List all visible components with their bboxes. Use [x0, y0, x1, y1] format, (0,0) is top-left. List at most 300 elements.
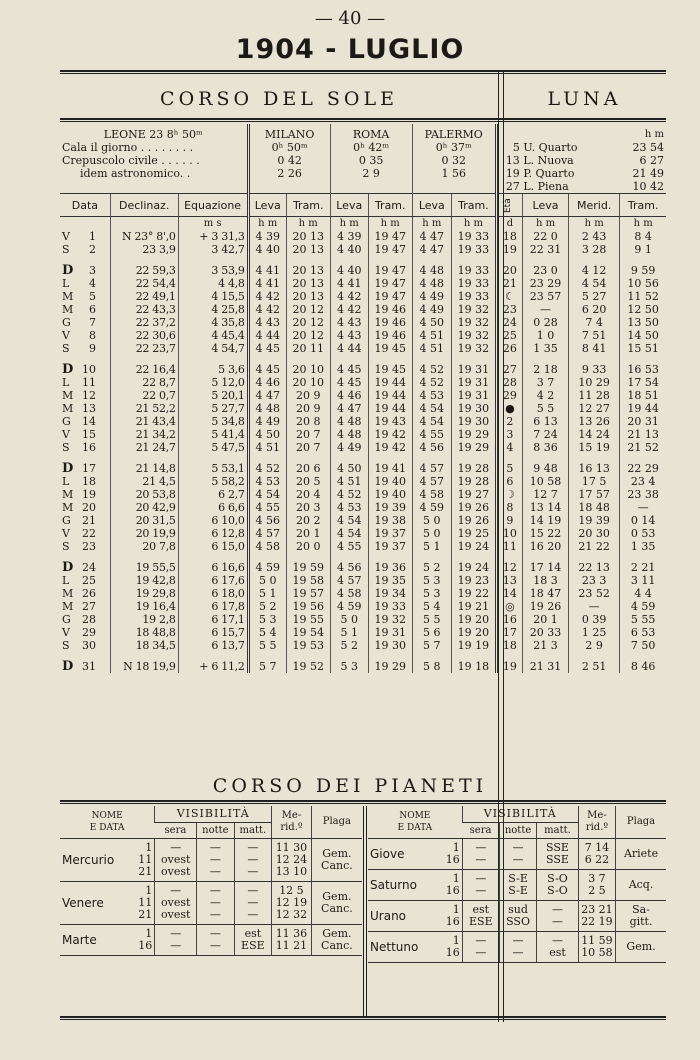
planet-dates: 1 — [145, 885, 153, 897]
day-cell — [60, 264, 110, 277]
milano-transit: 20 7 — [286, 441, 330, 454]
moon-age: 4 — [496, 441, 522, 454]
day-number: 29 — [82, 626, 96, 639]
palermo-transit: 19 20 — [451, 626, 496, 639]
planet-name: Marte — [62, 933, 97, 947]
milano-transit: 20 9 — [286, 402, 330, 415]
day-number: 7 — [89, 316, 96, 329]
planet-name: Nettuno — [370, 940, 419, 954]
planet-dates: 16 — [445, 884, 460, 897]
moon-rise: 16 20 — [523, 540, 569, 553]
palermo-transit: 19 20 — [451, 613, 496, 626]
moon-age: 5 — [496, 462, 522, 475]
astronomical-twilight-value: 2 26 — [248, 167, 330, 180]
milano-rise: 4 57 — [248, 527, 286, 540]
day-row — [60, 600, 666, 613]
planet-plaga: Gem. — [626, 940, 656, 953]
moon-transit: 8 4 — [620, 230, 666, 243]
weekday: L — [62, 574, 70, 587]
roma-rise: 4 53 — [330, 501, 368, 514]
roma-transit: 19 41 — [368, 462, 412, 475]
palermo-transit: 19 25 — [451, 527, 496, 540]
roma-rise: 4 40 — [330, 243, 368, 256]
day-cell — [60, 243, 110, 256]
palermo-transit: 19 30 — [451, 402, 496, 415]
day-cell — [60, 639, 110, 652]
planet-name: Urano — [370, 909, 407, 923]
planet-row — [368, 932, 666, 963]
planet-merid: 11 21 — [275, 939, 308, 952]
milano-transit: 19 52 — [286, 660, 330, 673]
col-head: Declinaz. — [110, 194, 178, 217]
moon-transit: 7 50 — [620, 639, 666, 652]
moon-age: 18 — [496, 230, 522, 243]
roma-transit: 19 42 — [368, 441, 412, 454]
planet-sera — [155, 839, 197, 882]
page-number: — 40 — — [314, 8, 386, 29]
planet-matt: — — [247, 853, 259, 866]
moon-transit: 23 4 — [620, 475, 666, 488]
declination: N 23° 8',0 — [110, 230, 178, 243]
planet-notte — [197, 839, 234, 882]
moon-transit: 13 50 — [620, 316, 666, 329]
day-row — [60, 527, 666, 540]
roma-rise: 4 48 — [330, 415, 368, 428]
palermo-rise: 4 49 — [412, 303, 451, 316]
planet-plaga — [311, 839, 362, 882]
roma-rise: 4 44 — [330, 342, 368, 355]
equation: + 3 31,3 — [178, 230, 248, 243]
day-cell — [60, 475, 110, 488]
planet-plaga — [616, 839, 666, 870]
planet-row — [368, 839, 666, 870]
day-row — [60, 613, 666, 626]
moon-transit: 19 44 — [620, 402, 666, 415]
day-cell — [60, 329, 110, 342]
planet-merid: 7 14 — [584, 841, 610, 854]
day-cell — [60, 574, 110, 587]
day-row — [60, 376, 666, 389]
weekday: D — [62, 264, 74, 277]
milano-rise: 4 45 — [248, 342, 286, 355]
planet-matt — [234, 882, 272, 925]
planet-plaga — [616, 901, 666, 932]
unit-label: h m — [620, 217, 666, 231]
milano-rise: 5 0 — [248, 574, 286, 587]
declination: 22 37,2 — [110, 316, 178, 329]
day-cell — [60, 441, 110, 454]
planet-sera: — — [170, 939, 182, 952]
moon-transit: 5 55 — [620, 613, 666, 626]
moon-transit: 11 52 — [620, 290, 666, 303]
equation: 5 27,7 — [178, 402, 248, 415]
palermo-transit: 19 26 — [451, 501, 496, 514]
day-cell — [60, 428, 110, 441]
nome-head — [368, 806, 462, 839]
moon-age: 12 — [496, 561, 522, 574]
moon-age: 13 — [496, 574, 522, 587]
day-number: 5 — [89, 290, 96, 303]
planet-matt: — — [247, 884, 259, 897]
equation: 6 12,8 — [178, 527, 248, 540]
planet-plaga: Canc. — [321, 859, 353, 872]
day-length-value: 0ʰ 42ᵐ — [330, 141, 412, 154]
moon-transit: 4 59 — [620, 600, 666, 613]
moon-meridian: 7 4 — [568, 316, 619, 329]
planet-notte — [499, 901, 536, 932]
moon-age: 6 — [496, 475, 522, 488]
civil-twilight-value: 0 32 — [412, 154, 496, 167]
roma-transit: 19 46 — [368, 303, 412, 316]
moon-meridian: 16 13 — [568, 462, 619, 475]
moon-rise: 6 13 — [523, 415, 569, 428]
col-head: Data — [60, 194, 110, 217]
planet-merid — [272, 882, 312, 925]
roma-transit: 19 47 — [368, 264, 412, 277]
phases-unit: h m — [496, 124, 666, 141]
moon-transit: 0 14 — [620, 514, 666, 527]
moon-meridian: 23 3 — [568, 574, 619, 587]
declination: 18 48,8 — [110, 626, 178, 639]
equation: 5 53,1 — [178, 462, 248, 475]
planet-matt: SSE — [546, 853, 569, 866]
main-body — [60, 124, 666, 673]
moon-transit: — — [620, 501, 666, 514]
milano-transit: 20 8 — [286, 415, 330, 428]
day-cell — [60, 316, 110, 329]
planet-row — [60, 882, 362, 925]
day-cell — [60, 660, 110, 673]
planet-sera — [462, 901, 499, 932]
moon-age: 23 — [496, 303, 522, 316]
plaga-head: Plaga — [616, 806, 666, 839]
milano-rise: 5 7 — [248, 660, 286, 673]
palermo-rise: 4 57 — [412, 462, 451, 475]
milano-rise: 4 59 — [248, 561, 286, 574]
equation: 5 12,0 — [178, 376, 248, 389]
day-length-value: 0ʰ 50ᵐ — [248, 141, 330, 154]
moon-meridian: 10 29 — [568, 376, 619, 389]
palermo-rise: 4 54 — [412, 415, 451, 428]
milano-transit: 20 11 — [286, 342, 330, 355]
day-cell — [60, 303, 110, 316]
moon-age: 28 — [496, 376, 522, 389]
declination: 22 0,7 — [110, 389, 178, 402]
planet-notte — [499, 932, 536, 963]
palermo-rise: 4 50 — [412, 316, 451, 329]
planet-notte — [499, 870, 536, 901]
declination: N 18 19,9 — [110, 660, 178, 673]
day-row — [60, 626, 666, 639]
palermo-transit: 19 19 — [451, 639, 496, 652]
planet-matt: S-O — [547, 872, 568, 885]
moon-rise: 12 7 — [523, 488, 569, 501]
moon-rise: 20 33 — [523, 626, 569, 639]
weekday: G — [62, 613, 71, 626]
data-label: E DATA — [397, 823, 433, 833]
weekday: V — [62, 527, 70, 540]
planets-divider — [366, 806, 367, 1016]
palermo-rise: 5 3 — [412, 574, 451, 587]
moon-age: 3 — [496, 428, 522, 441]
moon-age: 24 — [496, 316, 522, 329]
moon-phase — [496, 154, 666, 167]
moon-rise: 8 36 — [523, 441, 569, 454]
milano-transit: 19 54 — [286, 626, 330, 639]
luna-header: LUNA — [547, 88, 622, 110]
day-row — [60, 389, 666, 402]
moon-transit: 17 54 — [620, 376, 666, 389]
moon-age: 19 — [496, 660, 522, 673]
moon-age: 19 — [496, 243, 522, 256]
nome-label: NOME — [399, 811, 431, 821]
day-number: 14 — [82, 415, 96, 428]
weekday: M — [62, 389, 74, 402]
roma-transit: 19 37 — [368, 540, 412, 553]
col-head: Tram. — [286, 194, 330, 217]
planet-merid: 23 21 — [581, 903, 613, 916]
day-cell — [60, 402, 110, 415]
planet-notte: — — [512, 853, 524, 866]
milano-rise: 4 45 — [248, 363, 286, 376]
palermo-transit: 19 18 — [451, 660, 496, 673]
day-cell — [60, 600, 110, 613]
day-row — [60, 316, 666, 329]
planet-sera: — — [475, 872, 487, 885]
astronomical-twilight-value: 1 56 — [412, 167, 496, 180]
palermo-transit: 19 32 — [451, 303, 496, 316]
palermo-rise: 5 6 — [412, 626, 451, 639]
planet-matt — [537, 932, 579, 963]
equation: 4 35,8 — [178, 316, 248, 329]
planet-plaga: Sa- — [632, 903, 650, 916]
palermo-transit: 19 29 — [451, 441, 496, 454]
matt-head: matt. — [537, 823, 579, 839]
day-number: 17 — [82, 462, 96, 475]
day-cell — [60, 561, 110, 574]
planet-plaga — [616, 870, 666, 901]
plaga-head: Plaga — [311, 806, 362, 839]
milano-rise: 5 4 — [248, 626, 286, 639]
visibility-head: VISIBILITÀ — [462, 806, 578, 823]
planet-sera: ovest — [160, 896, 191, 909]
roma-transit: 19 37 — [368, 527, 412, 540]
planet-plaga: Ariete — [623, 847, 659, 860]
unit-label: d — [496, 217, 522, 231]
roma-rise: 5 3 — [330, 660, 368, 673]
planet-sera: ovest — [160, 865, 191, 878]
moon-rise: 18 3 — [523, 574, 569, 587]
planet-merid: 22 19 — [581, 915, 613, 928]
sera-head: sera — [155, 823, 197, 839]
roma-rise: 4 57 — [330, 574, 368, 587]
roma-rise: 4 48 — [330, 428, 368, 441]
declination: 19 55,5 — [110, 561, 178, 574]
moon-rise: 21 31 — [523, 660, 569, 673]
unit-label: h m — [451, 217, 496, 231]
moon-age: 20 — [496, 264, 522, 277]
palermo-rise: 4 57 — [412, 475, 451, 488]
planet-dates: 11 — [138, 853, 153, 866]
moon-meridian: — — [568, 600, 619, 613]
milano-rise: 4 48 — [248, 402, 286, 415]
roma-transit: 19 44 — [368, 402, 412, 415]
city-roma: ROMA — [330, 124, 412, 141]
equation: 6 15,0 — [178, 540, 248, 553]
roma-rise: 4 42 — [330, 303, 368, 316]
day-cell — [60, 376, 110, 389]
milano-transit: 20 7 — [286, 428, 330, 441]
day-cell — [60, 540, 110, 553]
moon-meridian: 13 26 — [568, 415, 619, 428]
palermo-rise: 5 4 — [412, 600, 451, 613]
equation: 5 20,1 — [178, 389, 248, 402]
moon-meridian: 17 5 — [568, 475, 619, 488]
moon-meridian: 7 51 — [568, 329, 619, 342]
weekday: D — [62, 561, 74, 574]
moon-meridian: 23 52 — [568, 587, 619, 600]
planet-matt: — — [247, 865, 259, 878]
planet-merid — [578, 870, 615, 901]
sera-head: sera — [462, 823, 499, 839]
leone-label: LEONE 23 8ʰ 50ᵐ — [103, 128, 203, 141]
planet-cell — [368, 901, 462, 932]
roma-rise: 4 43 — [330, 329, 368, 342]
moon-rise: 17 14 — [523, 561, 569, 574]
planet-matt: est — [244, 927, 262, 940]
milano-rise: 4 55 — [248, 501, 286, 514]
day-number: 24 — [82, 561, 96, 574]
equation: 4 15,5 — [178, 290, 248, 303]
day-number: 31 — [82, 660, 96, 673]
rule-top — [60, 70, 666, 74]
equation: 5 3,6 — [178, 363, 248, 376]
roma-transit: 19 47 — [368, 290, 412, 303]
equation: 5 34,8 — [178, 415, 248, 428]
moon-age: ◎ — [496, 600, 522, 613]
palermo-rise: 4 56 — [412, 441, 451, 454]
planet-plaga: Canc. — [321, 902, 353, 915]
page-title: 1904 - LUGLIO — [235, 34, 465, 65]
equation: + 6 11,2 — [178, 660, 248, 673]
moon-age: 8 — [496, 501, 522, 514]
day-number: 16 — [82, 441, 96, 454]
moon-rise: 0 28 — [523, 316, 569, 329]
notte-head: notte — [197, 823, 234, 839]
palermo-transit: 19 31 — [451, 376, 496, 389]
milano-rise: 4 46 — [248, 376, 286, 389]
unit-label: h m — [523, 217, 569, 231]
roma-rise: 4 54 — [330, 527, 368, 540]
day-row — [60, 264, 666, 277]
weekday: D — [62, 660, 74, 673]
roma-transit: 19 34 — [368, 587, 412, 600]
milano-rise: 4 53 — [248, 475, 286, 488]
roma-rise: 4 50 — [330, 462, 368, 475]
roma-transit: 19 39 — [368, 501, 412, 514]
planet-plaga — [311, 925, 362, 956]
declination: 22 8,7 — [110, 376, 178, 389]
roma-transit: 19 42 — [368, 428, 412, 441]
planet-notte — [197, 925, 234, 956]
moon-rise: 18 47 — [523, 587, 569, 600]
roma-transit: 19 46 — [368, 329, 412, 342]
moon-age: 2 — [496, 415, 522, 428]
palermo-rise: 4 53 — [412, 389, 451, 402]
moon-meridian: 6 20 — [568, 303, 619, 316]
weekday: M — [62, 488, 74, 501]
planet-matt — [537, 839, 579, 870]
planet-merid: 13 10 — [275, 865, 308, 878]
day-number: 22 — [82, 527, 96, 540]
day-cell — [60, 626, 110, 639]
moon-age: 14 — [496, 587, 522, 600]
planets-divider — [363, 806, 364, 1016]
day-number: 20 — [82, 501, 96, 514]
palermo-transit: 19 32 — [451, 329, 496, 342]
roma-rise: 4 43 — [330, 316, 368, 329]
planet-dates: 11 — [138, 896, 153, 909]
roma-rise: 4 39 — [330, 230, 368, 243]
day-number: 30 — [82, 639, 96, 652]
moon-meridian: 18 48 — [568, 501, 619, 514]
moon-transit: 4 4 — [620, 587, 666, 600]
declination: 22 54,4 — [110, 277, 178, 290]
moon-rise: 13 14 — [523, 501, 569, 514]
roma-transit: 19 44 — [368, 389, 412, 402]
declination: 22 16,4 — [110, 363, 178, 376]
merid-head: Me- rid.º — [578, 806, 615, 839]
planet-row — [60, 839, 362, 882]
moon-age: 10 — [496, 527, 522, 540]
sole-header: CORSO DEL SOLE — [160, 88, 398, 110]
planet-sera — [462, 839, 499, 870]
milano-rise: 4 44 — [248, 329, 286, 342]
declination: 21 43,4 — [110, 415, 178, 428]
weekday: G — [62, 514, 71, 527]
planet-merid — [272, 839, 312, 882]
planet-merid: 11 30 — [275, 841, 308, 854]
moon-rise: 10 58 — [523, 475, 569, 488]
palermo-transit: 19 33 — [451, 230, 496, 243]
day-number: 21 — [82, 514, 96, 527]
day-cell — [60, 488, 110, 501]
day-number: 1 — [89, 230, 96, 243]
day-number: 13 — [82, 402, 96, 415]
phase-day: 27 — [505, 180, 520, 193]
civil-twilight-label: Crepuscolo civile . . . . . . — [62, 154, 200, 167]
moon-meridian: 0 39 — [568, 613, 619, 626]
equation: 6 6,6 — [178, 501, 248, 514]
moon-transit: 18 51 — [620, 389, 666, 402]
moon-age: 21 — [496, 277, 522, 290]
equation: 5 47,5 — [178, 441, 248, 454]
declination: 22 30,6 — [110, 329, 178, 342]
palermo-rise: 5 3 — [412, 587, 451, 600]
day-cell — [60, 290, 110, 303]
planet-matt: S-O — [547, 884, 568, 897]
moon-rise: 20 1 — [523, 613, 569, 626]
planet-matt: — — [247, 896, 259, 909]
roma-transit: 19 31 — [368, 626, 412, 639]
weekday: S — [62, 243, 70, 256]
roma-transit: 19 36 — [368, 561, 412, 574]
palermo-rise: 4 52 — [412, 363, 451, 376]
planet-cell — [368, 932, 462, 963]
day-row — [60, 514, 666, 527]
roma-transit: 19 43 — [368, 415, 412, 428]
moon-rise: 23 57 — [523, 290, 569, 303]
